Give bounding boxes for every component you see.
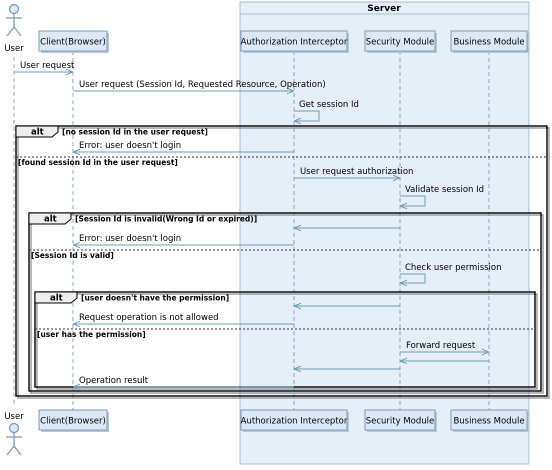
participant-security-top: [365, 31, 437, 53]
message-2: [73, 80, 326, 91]
message-1: [14, 61, 75, 72]
message-label: Error: user doesn't login: [79, 141, 182, 151]
participant-label: Authorization Interceptor: [240, 37, 348, 48]
message-label: User request authorization: [300, 167, 414, 177]
participant-auth-bottom: [241, 410, 349, 432]
actor-label: User: [4, 412, 24, 422]
alt-guard: [no session Id in the user request]: [62, 127, 208, 137]
message-label: User request (Session Id, Requested Resource, Operation): [79, 80, 326, 90]
alt-guard: [user doesn't have the permission]: [81, 293, 230, 303]
participant-label: Business Module: [453, 416, 525, 427]
actor-user-bottom: [4, 412, 24, 455]
participant-auth-top: [241, 31, 349, 53]
message-label: Request operation is not allowed: [79, 313, 219, 323]
participant-label: Authorization Interceptor: [240, 416, 348, 427]
message-label: Get session Id: [299, 100, 359, 110]
alt-guard: [Session Id is invalid(Wrong Id or expired)]: [75, 214, 258, 224]
message-label: Operation result: [79, 376, 149, 386]
alt-keyword: alt: [50, 293, 63, 304]
message-label: Validate session Id: [405, 185, 485, 195]
alt-guard-else: [Session Id is valid]: [31, 251, 114, 260]
message-label: Error: user doesn't login: [79, 234, 182, 244]
participant-client-top: [39, 31, 109, 53]
server-group-title: Server: [367, 4, 401, 14]
alt-keyword: alt: [44, 214, 57, 225]
message-5: [294, 167, 413, 178]
message-label: User request: [20, 61, 75, 71]
participant-security-bottom: [365, 410, 437, 432]
message-label: Forward request: [406, 341, 476, 351]
alt-guard-else: [user has the permission]: [37, 330, 146, 339]
user-actor-icon: [6, 424, 22, 456]
participant-client-bottom: [39, 410, 109, 432]
participant-label: Security Module: [365, 37, 435, 48]
participant-business-top: [451, 31, 529, 53]
participant-business-bottom: [451, 410, 529, 432]
participant-label: Business Module: [453, 37, 525, 48]
actor-label: User: [4, 44, 24, 54]
message-label: Check user permission: [405, 263, 502, 273]
server-group: [240, 2, 529, 464]
user-actor-icon: [6, 5, 22, 37]
participant-label: Client(Browser): [40, 416, 106, 427]
alt-guard-else: [found session Id in the user request]: [18, 158, 178, 167]
participant-label: Client(Browser): [40, 37, 106, 48]
alt-keyword: alt: [31, 127, 44, 138]
actor-user-top: [4, 5, 24, 55]
participant-label: Security Module: [365, 416, 435, 427]
